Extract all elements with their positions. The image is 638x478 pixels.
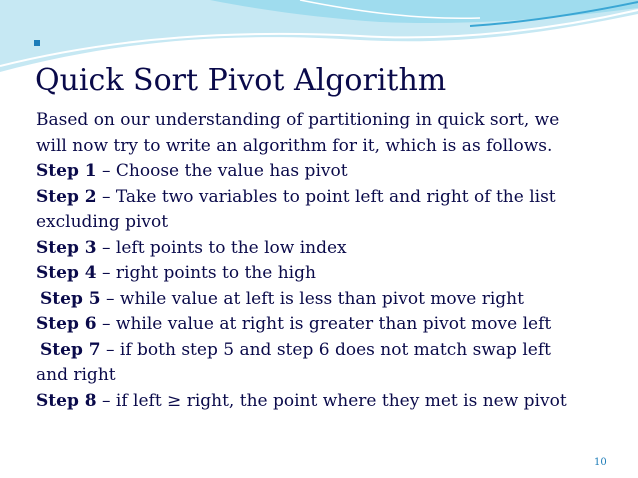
step-text: – Choose the value has pivot — [96, 161, 348, 181]
slide-title: Quick Sort Pivot Algorithm — [35, 63, 447, 98]
step-item — [36, 312, 626, 338]
step-label: Step 1 — [36, 161, 97, 181]
slide-body — [36, 108, 626, 414]
bullet-square-icon — [34, 40, 40, 46]
step-continuation: and right — [36, 365, 116, 385]
step-item — [36, 287, 626, 313]
step-text: – right points to the high — [96, 263, 316, 283]
step-label: Step 5 — [40, 288, 101, 309]
step-item — [36, 185, 626, 211]
step-text: – while value at left is less than pivot move right — [100, 288, 524, 309]
step-label: Step 4 — [36, 263, 97, 283]
page-number: 10 — [594, 457, 607, 468]
step-item — [36, 159, 626, 185]
step-continuation: excluding pivot — [36, 212, 169, 232]
step-text: – if left ≥ right, the point where they met is new pivot — [96, 390, 567, 411]
intro-line: Based on our understanding of partitioning in quick sort, we — [36, 110, 560, 130]
step-item — [36, 338, 626, 364]
step-item — [36, 236, 626, 262]
step-label: Step 7 — [40, 339, 101, 360]
step-label: Step 6 — [36, 314, 97, 334]
step-text: – while value at right is greater than pivot move left — [96, 314, 552, 334]
intro-line: will now try to write an algorithm for it, which is as follows. — [36, 135, 553, 156]
step-text: – Take two variables to point left and right of the list — [96, 186, 556, 207]
step-label: Step 3 — [36, 237, 97, 258]
step-text: – if both step 5 and step 6 does not match swap left — [100, 339, 551, 360]
step-text: – left points to the low index — [96, 237, 347, 258]
step-item — [36, 389, 626, 415]
step-item — [36, 261, 626, 287]
step-label: Step 2 — [36, 186, 97, 207]
step-label: Step 8 — [36, 390, 97, 411]
